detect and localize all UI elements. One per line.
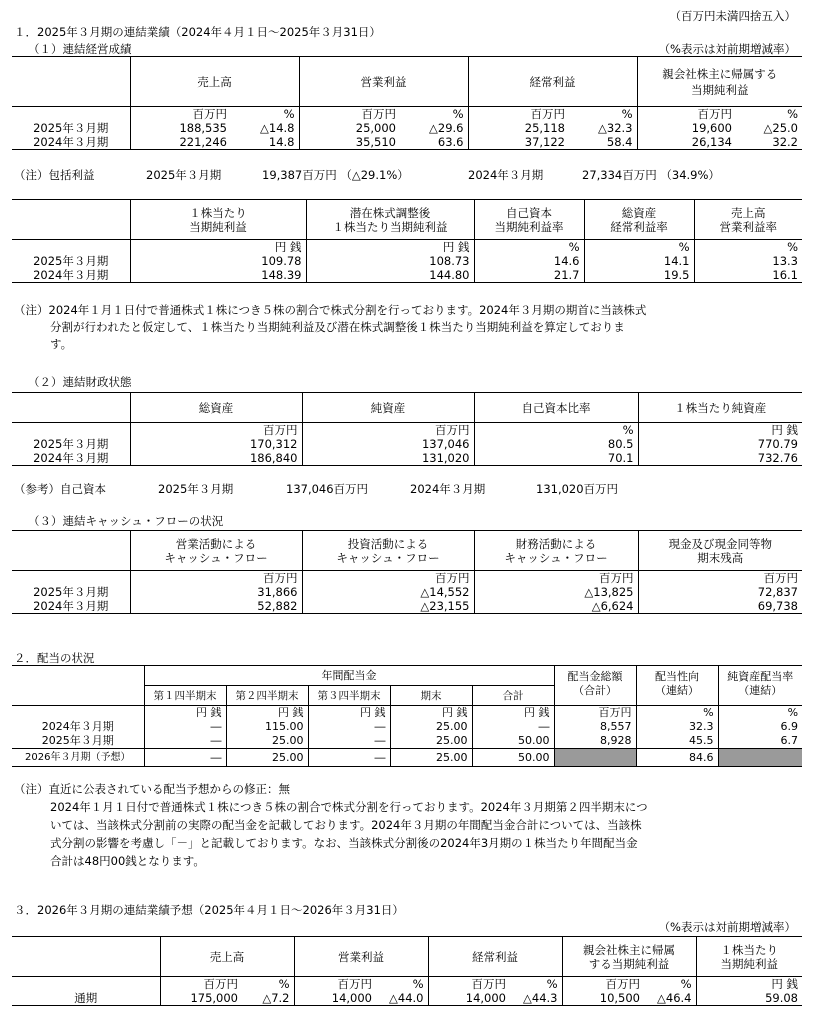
- value-cell: 19.5: [584, 268, 694, 283]
- table-row: [12, 451, 802, 466]
- value-cell: 58.4: [569, 135, 637, 150]
- value-cell: 14.6: [474, 254, 584, 268]
- pct-note: （%表示は対前期増減率）: [658, 42, 796, 56]
- value-cell: 63.6: [400, 135, 468, 150]
- value-cell: 69,738: [638, 599, 802, 614]
- value-cell: ―: [308, 734, 390, 749]
- row-label: 2025年３月期: [33, 254, 109, 268]
- section1-title: １．2025年３月期の連結業績（2024年４月１日～2025年３月31日）: [14, 25, 381, 39]
- value-cell: 13.3: [694, 254, 802, 268]
- header-eps: １株当たり 当期純利益: [130, 200, 306, 240]
- row-label: 2025年３月期: [33, 121, 109, 135]
- value-cell: ―: [308, 720, 390, 734]
- value-cell: △25.0: [763, 121, 798, 135]
- comprehensive-income-value2: 27,334百万円 （34.9%）: [582, 168, 720, 182]
- value-cell: 108.73: [306, 254, 474, 268]
- unit-cell: 円 銭: [472, 706, 554, 721]
- value-cell: 19,600: [637, 121, 736, 135]
- value-cell: 52,882: [130, 599, 302, 614]
- forecast-table: [12, 936, 802, 1006]
- unit-cell: 百万円: [562, 977, 644, 992]
- unit-cell: 百万円: [160, 977, 242, 992]
- unit-cell: 百万円: [637, 107, 736, 122]
- unit-cell: 円 銭: [308, 706, 390, 721]
- value-cell: 37,122: [468, 135, 569, 150]
- value-cell: 770.79: [638, 437, 802, 451]
- comprehensive-income-label: （注）包括利益: [14, 168, 95, 182]
- unit-cell: 円 銭: [638, 423, 802, 438]
- value-cell: ―: [472, 720, 554, 734]
- header-operating-margin: 売上高 営業利益率: [694, 200, 802, 240]
- value-cell: 14,000: [294, 991, 376, 1006]
- header-operating-profit: 営業利益: [299, 57, 468, 107]
- header-total-dividend: 配当金総額 （合計）: [554, 666, 636, 706]
- value-cell: 6.7: [718, 734, 802, 749]
- value-cell: 21.7: [474, 268, 584, 283]
- header-ordinary-profit: 経常利益: [428, 937, 562, 977]
- unit-cell: 百万円: [428, 977, 510, 992]
- row-label: 2025年３月期: [33, 585, 109, 599]
- header-year-end: 期末: [390, 686, 472, 706]
- header-net-assets: 純資産: [302, 393, 474, 423]
- value-cell: 25.00: [226, 749, 308, 767]
- unit-cell: 百万円: [554, 706, 636, 721]
- dividend-note-line1: （注）直近に公表されている配当予想からの修正：無: [14, 782, 290, 796]
- row-label: 通期: [12, 991, 160, 1006]
- value-cell: ―: [144, 734, 226, 749]
- unit-cell: %: [474, 240, 584, 255]
- section2-title: ２．配当の状況: [14, 651, 95, 665]
- unit-cell: %: [621, 107, 633, 121]
- shaded-cell: [718, 749, 802, 767]
- value-cell: 175,000: [160, 991, 242, 1006]
- unit-cell: 百万円: [638, 571, 802, 586]
- comprehensive-income-year1: 2025年３月期: [146, 168, 222, 182]
- unit-cell: %: [474, 423, 638, 438]
- table-row: [12, 734, 802, 749]
- unit-cell: 円 銭: [696, 977, 802, 992]
- value-cell: ―: [308, 749, 390, 767]
- header-net-income: 親会社株主に帰属する 当期純利益: [637, 57, 802, 107]
- unit-cell: 百万円: [299, 107, 400, 122]
- forecast-pct-note: （%表示は対前期増減率）: [658, 920, 796, 934]
- value-cell: 50.00: [472, 734, 554, 749]
- value-cell: 32.2: [736, 135, 802, 150]
- dividend-note-line3: いては、当該株式分割前の実際の配当金を記載しております。2024年３月期の年間配当金合計については、当該株: [50, 818, 642, 832]
- value-cell: 186,840: [130, 451, 302, 466]
- value-cell: △44.3: [510, 991, 562, 1006]
- value-cell: 10,500: [562, 991, 644, 1006]
- cash-flow-table: [12, 530, 802, 614]
- header-operating-cf: 営業活動による キャッシュ・フロー: [130, 531, 302, 571]
- value-cell: 72,837: [638, 585, 802, 599]
- row-label: 2024年３月期: [12, 135, 130, 150]
- row-label: 2024年３月期: [12, 599, 130, 614]
- header-equity-ratio: 自己資本比率: [474, 393, 638, 423]
- header-diluted-eps: 潜在株式調整後 １株当たり当期純利益: [306, 200, 474, 240]
- table-row: [12, 585, 802, 599]
- row-label: 2026年３月期（予想）: [12, 749, 144, 767]
- unit-cell: %: [694, 240, 802, 255]
- unit-cell: %: [787, 107, 798, 121]
- unit-cell: 百万円: [294, 977, 376, 992]
- unit-cell: 百万円: [130, 423, 302, 438]
- value-cell: 109.78: [130, 254, 306, 268]
- table-row: [12, 437, 802, 451]
- value-cell: △29.6: [429, 121, 464, 135]
- header-net-income: 親会社株主に帰属 する当期純利益: [562, 937, 696, 977]
- sub-heading-cash-flow: （３）連結キャッシュ・フローの状況: [28, 514, 224, 528]
- unit-cell: %: [584, 240, 694, 255]
- value-cell: 732.76: [638, 451, 802, 466]
- table-row: [12, 720, 802, 734]
- value-cell: △14,552: [302, 585, 474, 599]
- equity-note-year2: 2024年３月期: [410, 482, 486, 496]
- value-cell: △13,825: [474, 585, 638, 599]
- sub-heading-financial-position: （２）連結財政状態: [28, 375, 132, 389]
- row-label: 2024年３月期: [12, 451, 130, 466]
- value-cell: 80.5: [474, 437, 638, 451]
- value-cell: 8,557: [554, 720, 636, 734]
- table-row: [12, 749, 802, 767]
- header-total-assets: 総資産: [130, 393, 302, 423]
- value-cell: 148.39: [130, 268, 306, 283]
- equity-note-value1: 137,046百万円: [286, 482, 369, 496]
- table-row: [12, 599, 802, 614]
- unit-cell: 百万円: [474, 571, 638, 586]
- table-row: [12, 268, 802, 283]
- header-financing-cf: 財務活動による キャッシュ・フロー: [474, 531, 638, 571]
- value-cell: 45.5: [636, 734, 718, 749]
- unit-cell: %: [680, 977, 692, 991]
- header-q3: 第３四半期末: [308, 686, 390, 706]
- section3-title: ３．2026年３月期の連結業績予想（2025年４月１日～2026年３月31日）: [14, 903, 404, 917]
- dividends-table: [12, 665, 802, 767]
- header-sales: 売上高: [160, 937, 294, 977]
- value-cell: 25,118: [468, 121, 569, 135]
- unit-cell: 円 銭: [130, 240, 306, 255]
- value-cell: 16.1: [694, 268, 802, 283]
- value-cell: △14.8: [260, 121, 295, 135]
- unit-cell: %: [718, 706, 802, 721]
- value-cell: 6.9: [718, 720, 802, 734]
- equity-note-label: （参考）自己資本: [14, 482, 106, 496]
- stock-split-note-line3: す。: [50, 337, 73, 351]
- dividend-note-line4: 式分割の影響を考慮し「－」と記載しております。なお、当該株式分割後の2024年3月期の１株当たり年間配当金: [50, 836, 638, 850]
- unit-cell: 円 銭: [306, 240, 474, 255]
- unit-cell: 百万円: [302, 423, 474, 438]
- header-roe: 自己資本 当期純利益率: [474, 200, 584, 240]
- value-cell: 31,866: [130, 585, 302, 599]
- value-cell: 35,510: [299, 135, 400, 150]
- value-cell: △23,155: [302, 599, 474, 614]
- value-cell: 188,535: [130, 121, 231, 135]
- stock-split-note-line2: 分割が行われたと仮定して、１株当たり当期純利益及び潜在株式調整後１株当たり当期純利益を算定しておりま: [50, 320, 625, 334]
- header-doe: 純資産配当率 （連結）: [718, 666, 802, 706]
- row-label: 2025年３月期: [41, 734, 114, 747]
- value-cell: 25.00: [390, 720, 472, 734]
- unit-cell: 円 銭: [226, 706, 308, 721]
- unit-cell: %: [546, 977, 558, 991]
- value-cell: 115.00: [226, 720, 308, 734]
- dividend-note-line2: 2024年１月１日付で普通株式１株につき５株の割合で株式分割を行っております。2024年３月期第２四半期末につ: [50, 800, 648, 814]
- unit-cell: %: [636, 706, 718, 721]
- per-share-table: [12, 199, 802, 283]
- unit-cell: 百万円: [130, 107, 231, 122]
- unit-note: （百万円未満四捨五入）: [669, 9, 796, 23]
- value-cell: ―: [144, 749, 226, 767]
- value-cell: 25.00: [390, 734, 472, 749]
- header-cash-balance: 現金及び現金同等物 期末残高: [638, 531, 802, 571]
- header-operating-profit: 営業利益: [294, 937, 428, 977]
- value-cell: 59.08: [696, 991, 802, 1006]
- value-cell: 50.00: [472, 749, 554, 767]
- dividend-note-line5: 合計は48円00銭となります。: [50, 854, 205, 868]
- value-cell: 14.8: [231, 135, 299, 150]
- unit-cell: %: [412, 977, 424, 991]
- equity-note-year1: 2025年３月期: [158, 482, 234, 496]
- sub-heading-operating-results: （１）連結経営成績: [28, 42, 132, 56]
- value-cell: 14.1: [584, 254, 694, 268]
- value-cell: △32.3: [598, 121, 633, 135]
- value-cell: ―: [144, 720, 226, 734]
- value-cell: 131,020: [302, 451, 474, 466]
- comprehensive-income-year2: 2024年３月期: [468, 168, 544, 182]
- equity-note-value2: 131,020百万円: [536, 482, 619, 496]
- value-cell: 26,134: [637, 135, 736, 150]
- value-cell: 144.80: [306, 268, 474, 283]
- header-total: 合計: [472, 686, 554, 706]
- header-annual-dividend: 年間配当金: [144, 666, 554, 686]
- unit-cell: %: [278, 977, 290, 991]
- row-label: 2025年３月期: [33, 437, 109, 451]
- row-label: 2024年３月期: [12, 268, 130, 283]
- unit-cell: 百万円: [130, 571, 302, 586]
- header-q1: 第１四半期末: [144, 686, 226, 706]
- value-cell: 84.6: [636, 749, 718, 767]
- table-row: [12, 254, 802, 268]
- header-bps: １株当たり純資産: [638, 393, 802, 423]
- value-cell: 221,246: [130, 135, 231, 150]
- header-payout-ratio: 配当性向 （連結）: [636, 666, 718, 706]
- operating-results-table: [12, 56, 802, 150]
- value-cell: 8,928: [554, 734, 636, 749]
- value-cell: 25.00: [226, 734, 308, 749]
- shaded-cell: [554, 749, 636, 767]
- value-cell: 14,000: [428, 991, 510, 1006]
- unit-cell: %: [452, 107, 464, 121]
- financial-position-table: [12, 392, 802, 466]
- stock-split-note-line1: （注）2024年１月１日付で普通株式１株につき５株の割合で株式分割を行っております。2024年３月期の期首に当該株式: [14, 303, 647, 317]
- header-ordinary-profit: 経常利益: [468, 57, 637, 107]
- header-roa: 総資産 経常利益率: [584, 200, 694, 240]
- unit-cell: %: [283, 107, 295, 121]
- unit-cell: 百万円: [302, 571, 474, 586]
- unit-cell: 円 銭: [144, 706, 226, 721]
- value-cell: 25.00: [390, 749, 472, 767]
- value-cell: 170,312: [130, 437, 302, 451]
- value-cell: △6,624: [474, 599, 638, 614]
- header-q2: 第２四半期末: [226, 686, 308, 706]
- value-cell: 137,046: [302, 437, 474, 451]
- unit-cell: 百万円: [468, 107, 569, 122]
- table-row: [12, 135, 802, 150]
- header-sales: 売上高: [130, 57, 299, 107]
- comprehensive-income-value1: 19,387百万円 （△29.1%）: [262, 168, 409, 182]
- value-cell: 70.1: [474, 451, 638, 466]
- table-row: [12, 991, 802, 1006]
- row-label: 2024年３月期: [41, 720, 114, 733]
- table-row: [12, 121, 802, 135]
- value-cell: △46.4: [644, 991, 696, 1006]
- value-cell: 32.3: [636, 720, 718, 734]
- header-eps: １株当たり 当期純利益: [696, 937, 802, 977]
- unit-cell: 円 銭: [390, 706, 472, 721]
- value-cell: △7.2: [242, 991, 294, 1006]
- value-cell: 25,000: [299, 121, 400, 135]
- value-cell: △44.0: [376, 991, 428, 1006]
- header-investing-cf: 投資活動による キャッシュ・フロー: [302, 531, 474, 571]
